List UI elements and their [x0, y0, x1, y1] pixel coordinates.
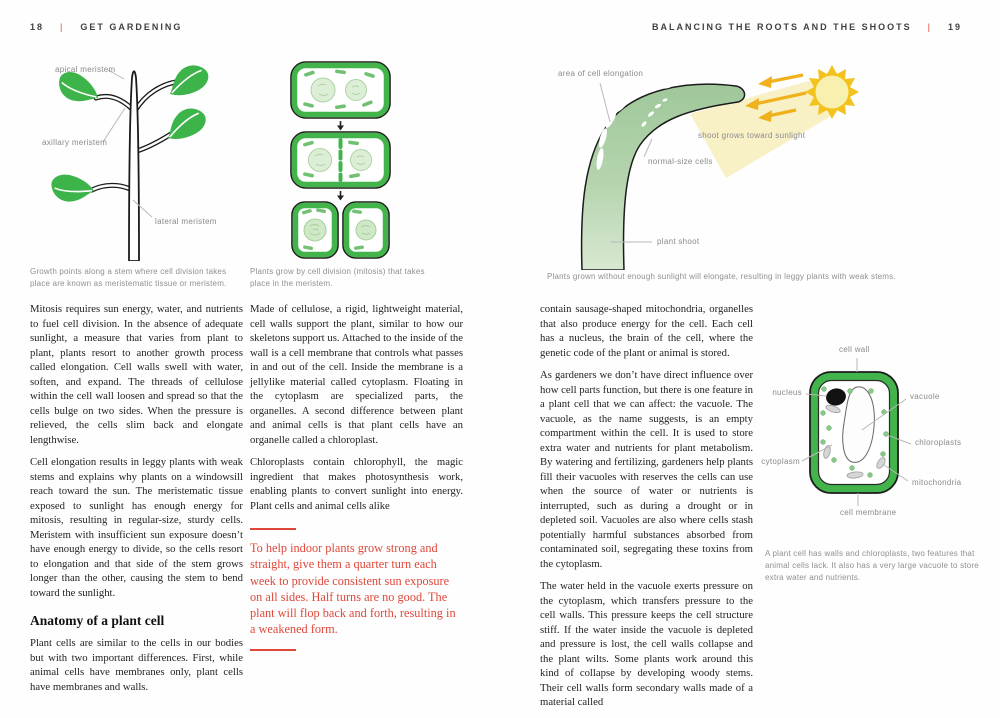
label-normal-size-cells: normal-size cells	[648, 157, 713, 166]
mitosis-stage-3	[292, 202, 389, 258]
label-mitochondria: mitochondria	[912, 478, 962, 487]
stem-diagram-caption: Growth points along a stem where cell division takes place are known as meristematic tissue or meristem.	[30, 267, 227, 288]
mitosis-stage-2	[291, 132, 390, 188]
arrow-down-icon	[337, 126, 344, 131]
tip-callout	[250, 528, 463, 651]
cell-diagram-caption: A plant cell has walls and chloroplasts, two features that animal cells lack. It also has a very large vacuole to store extra water and nutrients.	[765, 549, 979, 582]
label-cell-wall: cell wall	[839, 345, 870, 354]
paragraph: contain sausage-shaped mitochondria, organelles that also produce energy for the cell. Each cell has a nucleus, the brain of the cell, where the genetic code of the plant or animal is stored.	[540, 303, 753, 359]
section-heading: Anatomy of a plant cell	[30, 613, 165, 628]
label-nucleus: nucleus	[772, 388, 802, 397]
label-vacuole: vacuole	[910, 392, 940, 401]
label-chloroplasts: chloroplasts	[915, 438, 962, 447]
header-divider: |	[927, 22, 932, 32]
paragraph: As gardeners we don’t have direct influence over how cell parts function, but there is one feature in a plant cell that we can affect: the vacuole. The vacuole, as the name suggests, is an empty compartment within the cell. It is used to store extra water and nutrients for plant metabolism. By watering and fertilizing, gardeners help plants fill their vacuoles with reserves the cells can use when the source of water or nutrients is interrupted, such as during a drought or in depleted soil. Vacuoles are also where cells stash potentially harmful substances absorbed from contaminated soil, segregating these toxins from the cytoplasm.	[540, 369, 753, 570]
label-cytoplasm: cytoplasm	[761, 457, 800, 466]
label-cell-membrane: cell membrane	[840, 508, 897, 517]
label-lateral-meristem: lateral meristem	[155, 217, 217, 226]
label-plant-shoot: plant shoot	[657, 237, 700, 246]
plant-cell-diagram	[760, 335, 1000, 530]
paragraph: Cell elongation results in leggy plants with weak stems and explains why plants on a windowsill reach toward the sun. The meristematic tissue exposed to sunlight has enough energy for mitosis, resulting in regular-size, sturdy cells. Meristem with insufficient sun exposure doesn’t have enough energy to divide, so the cells resort to elongation and that side of the stem grows longer than the other, causing the stem to bend toward the sunlight.	[30, 456, 243, 599]
left-page-number: 18	[30, 22, 45, 32]
column-2	[250, 302, 463, 651]
plant-stem	[129, 71, 139, 261]
paragraph: Chloroplasts contain chlorophyll, the magic ingredient that makes photosynthesis work, enabling plants to convert sunlight into energy. Plant cells and animal cells alike	[250, 456, 463, 512]
right-page-number: 19	[947, 22, 962, 32]
column-3	[540, 302, 753, 718]
callout-rule-top	[250, 528, 296, 530]
paragraph: The water held in the vacuole exerts pressure on the cytoplasm, which transfers pressure to the cell walls. This pressure keeps the cell structure stiff. If the water inside the vacuole is depleted and pressure is lost, the cell walls collapse and the plant wilts. Some plants work around this kind of collapse by developing woody stems. Their cell walls form secondary walls made of a material called	[540, 580, 753, 708]
mitosis-diagram	[288, 60, 393, 260]
mitosis-stage-1	[291, 62, 390, 118]
shoot-diagram-caption: Plants grown without enough sunlight will elongate, resulting in leggy plants with weak stems.	[547, 272, 896, 281]
label-apical-meristem: apical meristem	[55, 65, 116, 74]
callout-rule-bottom	[250, 649, 296, 651]
right-running-header	[652, 22, 962, 32]
paragraph: Plant cells are similar to the cells in our bodies but with two important differences. First, while animal cells have membranes only, plant cells have membranes and walls.	[30, 637, 243, 693]
meristem-diagram	[30, 56, 245, 261]
paragraph: Made of cellulose, a rigid, lightweight material, cell walls support the plant, similar to how our skeletons support us. Attached to the inside of the wall is a cell membrane that controls what passes in and out of the cell. Inside the membrane is a jellylike material called cytoplasm. Floating in the cytoplasm are specialized parts, the organelles. A second difference between plant and animal cells is that plant cells have an organelle called a chloroplast.	[250, 303, 463, 446]
column-1	[30, 302, 243, 702]
right-header-title: BALANCING THE ROOTS AND THE SHOOTS	[651, 22, 912, 32]
leader-lines	[103, 70, 152, 217]
callout-text: To help indoor plants grow strong and straight, give them a quarter turn each week to provide consistent sun exposure on all sides. Half turns are no good. The plant will flop back and forth, resulting in a weakened form.	[250, 541, 456, 637]
paragraph: Mitosis requires sun energy, water, and nutrients to fuel cell division. In the absence of adequate sunlight, a measure that varies from plant to plant, plants resort to another growth process called elongation. Cell walls swell with water, soften, and expand. The threads of cellulose within the cell wall loosen and spread so that the cells bulge on two sides. When the pressure is relieved, the cells slim back and elongate lengthwise.	[30, 303, 243, 446]
header-divider: |	[60, 22, 65, 32]
label-shoot-grows-toward-sunlight: shoot grows toward sunlight	[698, 131, 806, 140]
left-running-header	[30, 22, 182, 32]
shoot-diagram	[540, 58, 960, 270]
arrow-down-icon	[337, 196, 344, 201]
mitosis-diagram-caption: Plants grow by cell division (mitosis) that takes place in the meristem.	[250, 267, 425, 288]
label-area-of-cell-elongation: area of cell elongation	[558, 69, 644, 78]
left-header-title: GET GARDENING	[80, 22, 183, 32]
label-axillary-meristem: axillary meristem	[42, 138, 108, 147]
